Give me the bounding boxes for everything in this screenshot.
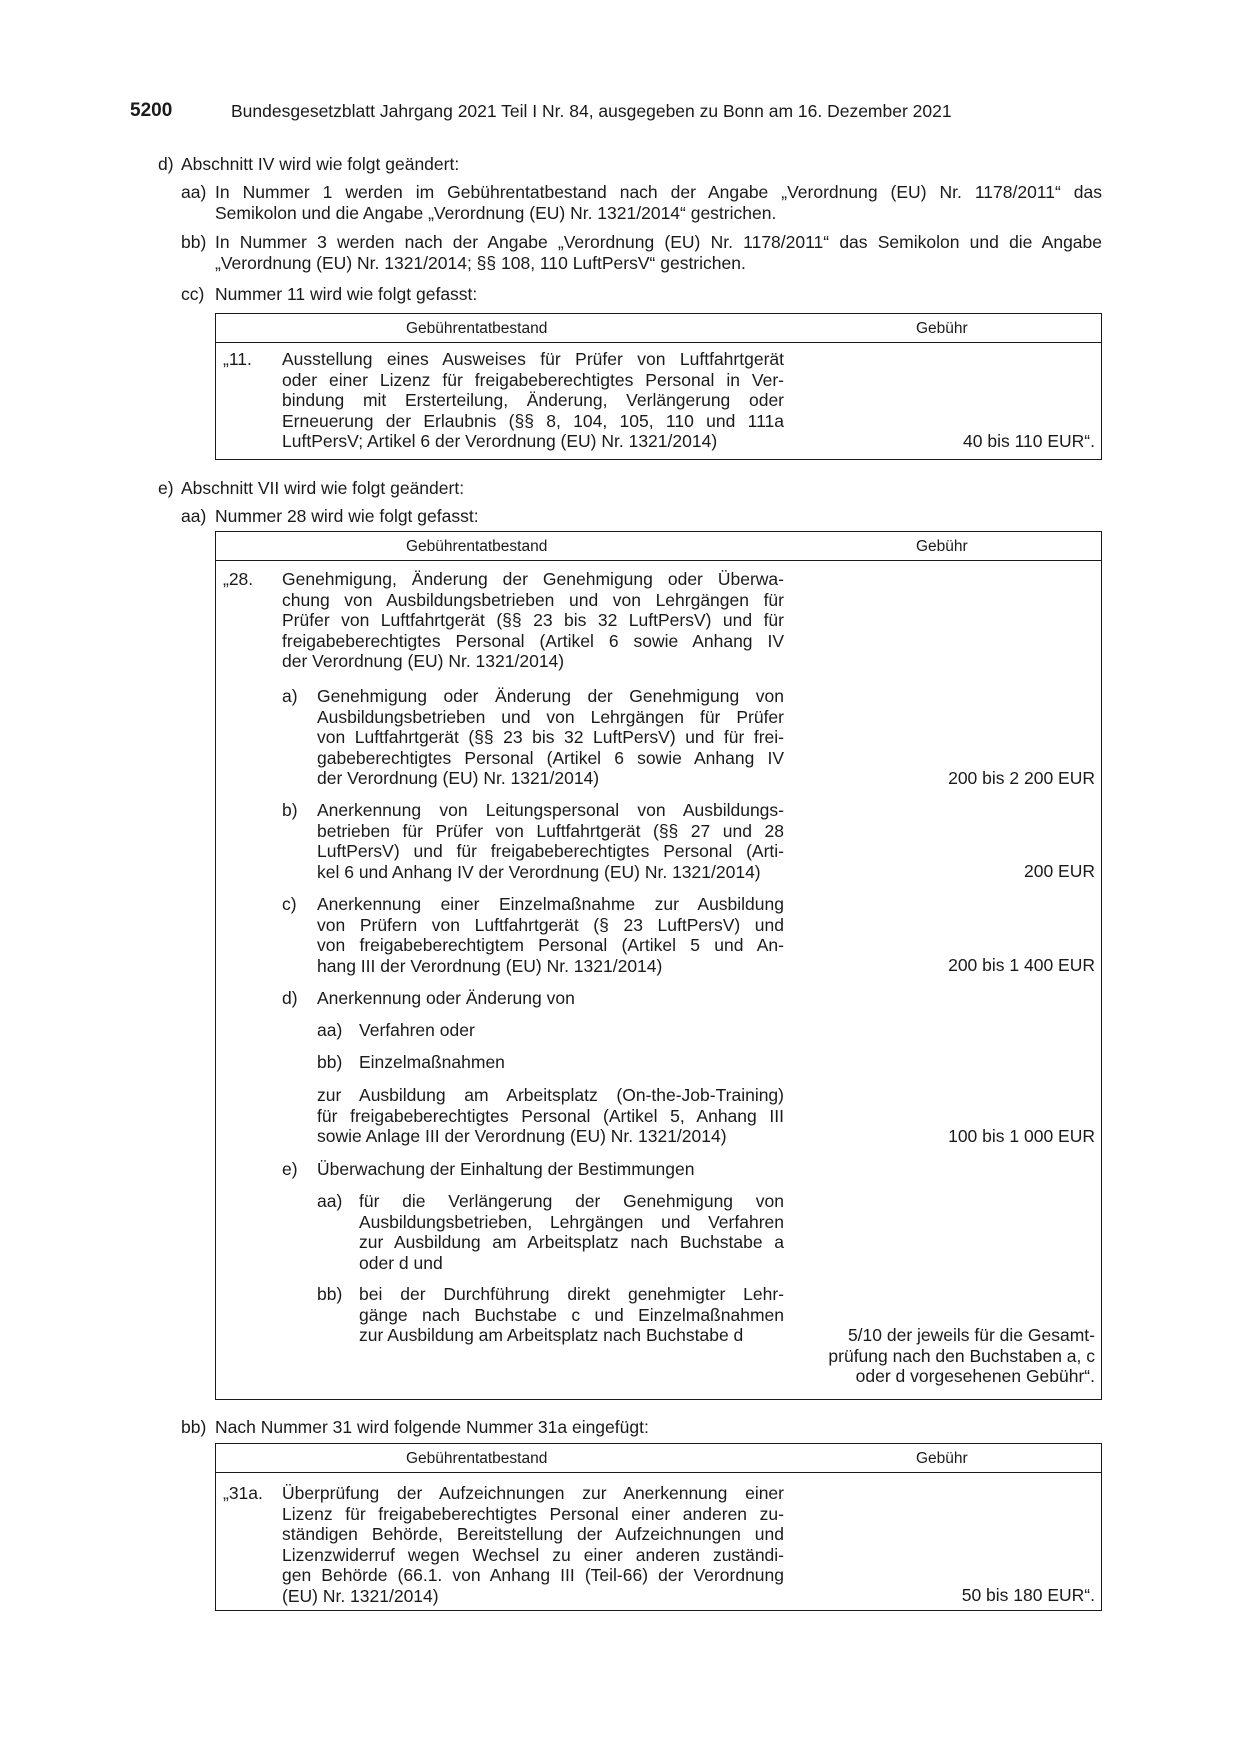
sub-d-bb-label: bb)	[317, 1052, 343, 1072]
sub-e-text: Überwachung der Einhaltung der Bestimmungen	[317, 1159, 695, 1179]
sub-e-aa-line: für die Verlängerung der Genehmigung von	[359, 1191, 784, 1211]
sub-e-aa-line: oder d und	[359, 1252, 443, 1273]
entry-line: bindung mit Ersterteilung, Änderung, Verlängerung oder	[282, 390, 784, 410]
sub-d-tail-line: für freigabeberechtigtes Personal (Artikel 5, Anhang III	[317, 1105, 784, 1126]
entry-intro	[282, 569, 784, 672]
sub-b-line: Anerkennung von Leitungspersonal von Ausbildungs-	[317, 800, 784, 820]
sub-e-bb-line: zur Ausbildung am Arbeitsplatz nach Buchstabe d	[359, 1325, 744, 1345]
intro-line: Prüfer von Luftfahrtgerät (§§ 23 bis 32 LuftPersV) und für	[282, 610, 784, 630]
item-d-bb-line: In Nummer 3 werden nach der Angabe „Verordnung (EU) Nr. 1178/2011“ das Semikolon und die Angabe	[215, 232, 1102, 252]
item-e-label: e)	[158, 478, 174, 498]
entry-line: oder einer Lizenz für freigabeberechtigtes Personal in Ver-	[282, 369, 784, 390]
sub-b-fee: 200 EUR	[1023, 861, 1095, 881]
sub-e-bb-line: gänge nach Buchstabe c und Einzelmaßnahmen	[359, 1304, 784, 1325]
entry-number: „31a.	[223, 1483, 263, 1503]
table-header	[216, 1444, 1101, 1473]
item-d-cc-label: cc)	[181, 284, 205, 304]
intro-line: chung von Ausbildungsbetrieben und von Lehrgängen für	[282, 589, 784, 610]
item-d-aa-label: aa)	[181, 182, 207, 202]
sub-a-fee: 200 bis 2 200 EUR	[948, 768, 1095, 788]
item-d-label: d)	[158, 154, 174, 174]
sub-c-text	[317, 894, 784, 976]
sub-d-bb-text: Einzelmaßnahmen	[359, 1052, 505, 1072]
entry-fee: 50 bis 180 EUR“.	[961, 1585, 1095, 1605]
intro-line: freigabeberechtigtes Personal (Artikel 6 sowie Anhang IV	[282, 630, 784, 651]
header-gebuehrentatbestand: Gebührentatbestand	[406, 1450, 548, 1467]
entry-text	[282, 1483, 784, 1606]
sub-b-line: betrieben für Prüfer von Luftfahrtgerät (§§ 27 und 28	[317, 820, 784, 841]
item-e-aa-label: aa)	[181, 506, 207, 526]
fee-table-28	[215, 531, 1102, 1400]
entry-line: Ausstellung eines Ausweises für Prüfer von Luftfahrtgerät	[282, 349, 784, 369]
item-d-text: Abschnitt IV wird wie folgt geändert:	[181, 154, 460, 174]
sub-c-fee: 200 bis 1 400 EUR	[948, 955, 1095, 975]
sub-e-fee	[795, 1325, 1095, 1387]
sub-e-bb-label: bb)	[317, 1284, 343, 1304]
sub-a-line: Genehmigung oder Änderung der Genehmigung von	[317, 686, 784, 706]
entry-fee: 40 bis 110 EUR“.	[963, 431, 1095, 451]
page-number: 5200	[130, 100, 173, 121]
intro-line: Genehmigung, Änderung der Genehmigung oder Überwa-	[282, 569, 784, 589]
table-header	[216, 532, 1101, 561]
item-e-bb-text: Nach Nummer 31 wird folgende Nummer 31a eingefügt:	[215, 1417, 649, 1437]
entry-number: „28.	[223, 569, 254, 589]
sub-a-line: Ausbildungsbetrieben und von Lehrgängen für Prüfer	[317, 706, 784, 727]
header-gebuehr: Gebühr	[916, 1450, 968, 1467]
item-d-aa-text	[215, 182, 1102, 223]
entry-line: Erneuerung der Erlaubnis (§§ 8, 104, 105, 110 und 111a	[282, 410, 784, 431]
sub-c-line: von Prüfern von Luftfahrtgerät (§ 23 LuftPersV) und	[317, 914, 784, 935]
sub-a-line: von Luftfahrtgerät (§§ 23 bis 32 LuftPersV) und für frei-	[317, 727, 784, 747]
sub-c-line: von freigabeberechtigtem Personal (Artikel 5 und An-	[317, 935, 784, 955]
entry-line: LuftPersV; Artikel 6 der Verordnung (EU) Nr. 1321/2014)	[282, 431, 718, 451]
sub-e-fee-line: oder d vorgesehenen Gebühr“.	[855, 1366, 1095, 1386]
sub-e-fee-line: 5/10 der jeweils für die Gesamt-	[847, 1325, 1095, 1345]
item-d-aa-line: In Nummer 1 werden im Gebührentatbestand nach der Angabe „Verordnung (EU) Nr. 1178/2011“ das	[215, 182, 1102, 202]
sub-a-label: a)	[282, 686, 298, 706]
header-gebuehrentatbestand: Gebührentatbestand	[406, 320, 548, 337]
sub-a-line: der Verordnung (EU) Nr. 1321/2014)	[317, 768, 600, 788]
sub-d-tail-line: sowie Anlage III der Verordnung (EU) Nr. 1321/2014)	[317, 1126, 727, 1146]
sub-e-bb-text	[359, 1284, 784, 1346]
entry-number: „11.	[223, 349, 252, 369]
header-gebuehr: Gebühr	[916, 320, 968, 337]
item-e-bb-label: bb)	[181, 1417, 207, 1437]
sub-d-text: Anerkennung oder Änderung von	[317, 988, 575, 1008]
item-d-bb-label: bb)	[181, 232, 207, 252]
item-e-aa-text: Nummer 28 wird wie folgt gefasst:	[215, 506, 479, 526]
item-d-bb-line: „Verordnung (EU) Nr. 1321/2014; §§ 108, 110 LuftPersV“ gestrichen.	[215, 252, 746, 273]
entry-line: Lizenzwiderruf wegen Wechsel zu einer anderen zuständi-	[282, 1544, 784, 1565]
sub-e-fee-line: prüfung nach den Buchstaben a, c	[828, 1345, 1095, 1366]
sub-b-label: b)	[282, 800, 298, 820]
fee-table-11	[215, 313, 1102, 460]
sub-b-line: LuftPersV) und für freigabeberechtigtes Personal (Arti-	[317, 841, 784, 861]
sub-d-fee: 100 bis 1 000 EUR	[948, 1126, 1095, 1146]
item-d-aa-line: Semikolon und die Angabe „Verordnung (EU) Nr. 1321/2014“ gestrichen.	[215, 202, 777, 223]
header-gebuehrentatbestand: Gebührentatbestand	[406, 538, 548, 555]
sub-e-aa-line: zur Ausbildung am Arbeitsplatz nach Buchstabe a	[359, 1232, 784, 1252]
intro-line: der Verordnung (EU) Nr. 1321/2014)	[282, 651, 565, 671]
sub-b-text	[317, 800, 784, 882]
sub-e-aa-line: Ausbildungsbetrieben, Lehrgängen und Verfahren	[359, 1211, 784, 1232]
item-e-text: Abschnitt VII wird wie folgt geändert:	[181, 478, 465, 498]
entry-line: Lizenz für freigabeberechtigtes Personal einer anderen zu-	[282, 1503, 784, 1524]
sub-c-label: c)	[282, 894, 297, 914]
sub-d-tail-line: zur Ausbildung am Arbeitsplatz (On-the-Job-Training)	[317, 1085, 784, 1105]
entry-text	[282, 349, 784, 452]
sub-b-line: kel 6 und Anhang IV der Verordnung (EU) Nr. 1321/2014)	[317, 861, 761, 882]
entry-line: Überprüfung der Aufzeichnungen zur Anerkennung einer	[282, 1483, 784, 1503]
running-title: Bundesgesetzblatt Jahrgang 2021 Teil I Nr. 84, ausgegeben zu Bonn am 16. Dezember 2021	[231, 101, 952, 121]
sub-a-text	[317, 686, 784, 789]
sub-e-aa-text	[359, 1191, 784, 1273]
sub-d-label: d)	[282, 988, 298, 1008]
item-d-bb-text	[215, 232, 1102, 273]
entry-line: (EU) Nr. 1321/2014)	[282, 1585, 439, 1606]
sub-a-line: gabeberechtigtes Personal (Artikel 6 sowie Anhang IV	[317, 747, 784, 768]
entry-line: gen Behörde (66.1. von Anhang III (Teil-66) der Verordnung	[282, 1565, 784, 1585]
sub-c-line: hang III der Verordnung (EU) Nr. 1321/2014)	[317, 955, 663, 976]
header-gebuehr: Gebühr	[916, 538, 968, 555]
sub-c-line: Anerkennung einer Einzelmaßnahme zur Ausbildung	[317, 894, 784, 914]
table-header	[216, 314, 1101, 343]
sub-e-bb-line: bei der Durchführung direkt genehmigter Lehr-	[359, 1284, 784, 1304]
sub-d-aa-label: aa)	[317, 1020, 343, 1040]
entry-line: ständigen Behörde, Bereitstellung der Aufzeichnungen und	[282, 1524, 784, 1544]
sub-e-aa-label: aa)	[317, 1191, 343, 1211]
sub-d-aa-text: Verfahren oder	[359, 1020, 475, 1040]
sub-e-label: e)	[282, 1159, 298, 1179]
item-d-cc-text: Nummer 11 wird wie folgt gefasst:	[215, 284, 478, 304]
fee-table-31a	[215, 1443, 1102, 1611]
sub-d-tail	[317, 1085, 784, 1147]
